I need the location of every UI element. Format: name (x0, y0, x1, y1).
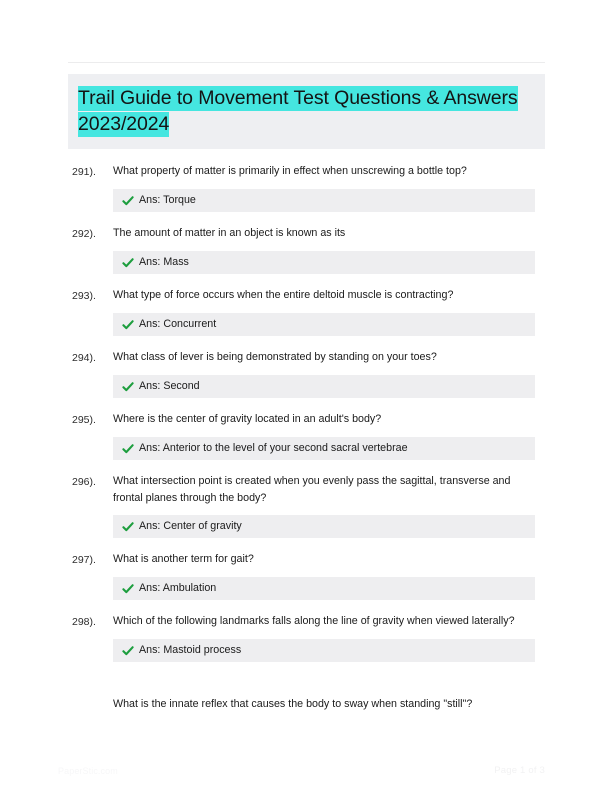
question-number: 293). (72, 290, 96, 302)
question-text: What property of matter is primarily in effect when unscrewing a bottle top? (113, 165, 467, 177)
check-icon (122, 521, 134, 533)
question-number: 296). (72, 476, 96, 488)
answer-bar (113, 375, 535, 398)
page-number: Page 1 of 3 (494, 765, 545, 776)
answer-bar (113, 189, 535, 212)
question-text: The amount of matter in an object is known as its (113, 227, 346, 239)
question-row (0, 551, 606, 568)
question-row (0, 163, 606, 180)
question-row (0, 287, 606, 304)
list-item (0, 287, 606, 336)
page-footer (0, 764, 606, 778)
question-text: What intersection point is created when you evenly pass the sagittal, transverse and frontal planes through the body? (113, 475, 511, 504)
list-item (0, 411, 606, 460)
answer-text: Ans: Concurrent (139, 318, 217, 330)
answer-bar (113, 437, 535, 460)
page-title-highlight: Trail Guide to Movement Test Questions & Answers 2023/2024 (78, 87, 518, 135)
answer-text: Ans: Second (139, 380, 200, 392)
list-item (0, 349, 606, 398)
answer-bar (113, 639, 535, 662)
answer-text: Ans: Center of gravity (139, 520, 242, 532)
check-icon (122, 257, 134, 269)
question-text: Where is the center of gravity located in an adult's body? (113, 413, 382, 425)
question-text: What is another term for gait? (113, 553, 254, 565)
list-item (0, 613, 606, 662)
page-title (78, 85, 535, 137)
check-icon (122, 381, 134, 393)
check-icon (122, 195, 134, 207)
watermark: PaperStic.com (58, 766, 118, 776)
list-item (0, 225, 606, 274)
answer-bar (113, 313, 535, 336)
answer-bar (113, 251, 535, 274)
answer-text: Ans: Mass (139, 256, 189, 268)
question-row (0, 349, 606, 366)
question-number: 292). (72, 228, 96, 240)
question-number: 297). (72, 554, 96, 566)
check-icon (122, 443, 134, 455)
answer-text: Ans: Mastoid process (139, 644, 242, 656)
check-icon (122, 645, 134, 657)
answer-text: Ans: Anterior to the level of your second sacral vertebrae (139, 442, 408, 454)
answer-text: Ans: Torque (139, 194, 196, 206)
question-row (0, 613, 606, 630)
question-text: What class of lever is being demonstrated by standing on your toes? (113, 351, 437, 363)
question-row (0, 225, 606, 242)
check-icon (122, 583, 134, 595)
list-item (0, 473, 606, 538)
question-row (0, 473, 606, 506)
answer-bar (113, 577, 535, 600)
questions-list (0, 163, 606, 713)
question-number: 294). (72, 352, 96, 364)
title-band (68, 74, 545, 149)
answer-bar (113, 515, 535, 538)
check-icon (122, 319, 134, 331)
list-item (0, 163, 606, 212)
question-text: What type of force occurs when the entire deltoid muscle is contracting? (113, 289, 454, 301)
question-number: 291). (72, 166, 96, 178)
question-text: Which of the following landmarks falls along the line of gravity when viewed laterally? (113, 615, 515, 627)
trailing-question-text: What is the innate reflex that causes the body to sway when standing "still"? (113, 698, 473, 710)
answer-text: Ans: Ambulation (139, 582, 217, 594)
header-divider (68, 62, 545, 63)
question-number: 295). (72, 414, 96, 426)
list-item (0, 551, 606, 600)
question-number: 298). (72, 616, 96, 628)
question-row (0, 411, 606, 428)
